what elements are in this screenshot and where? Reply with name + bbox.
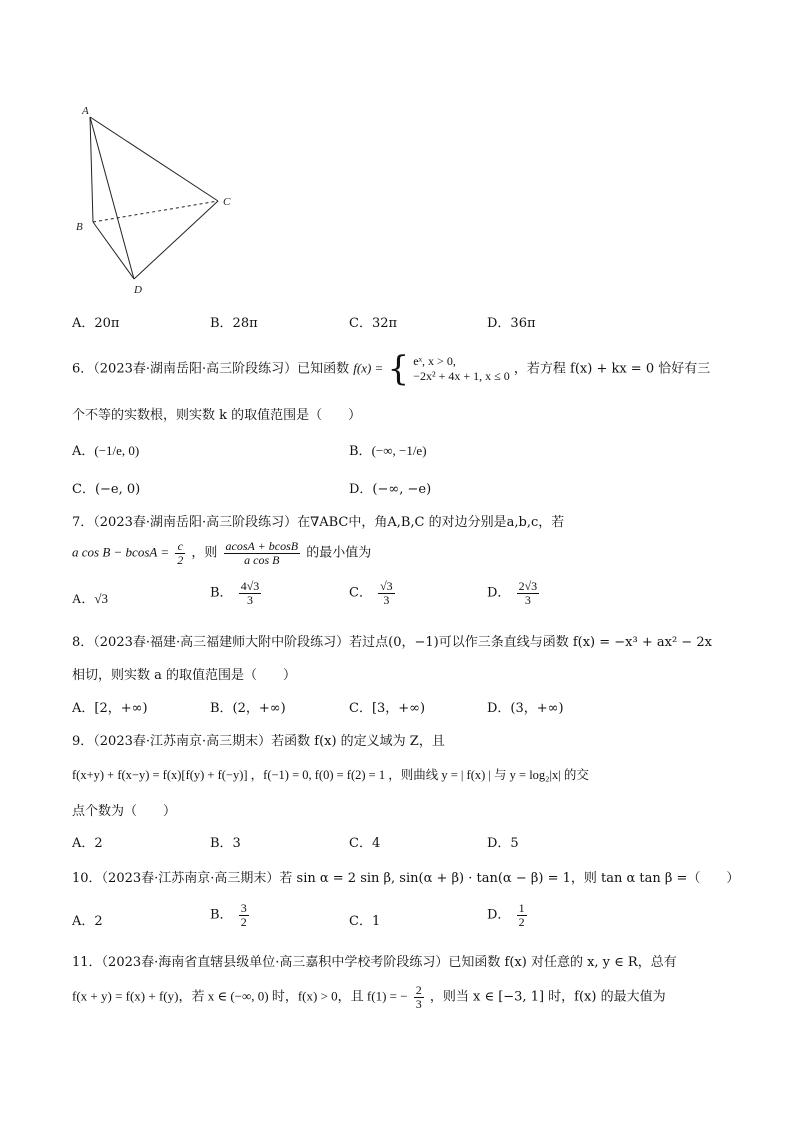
q10-option-a: A．2 — [72, 914, 103, 929]
q6-option-d: D．(−∞, −e) — [349, 482, 432, 497]
q11-tail: ，则当 x ∈ [−3, 1] 时，f(x) 的最大值为 — [429, 989, 666, 1005]
q7-option-d-label: D． — [487, 585, 511, 601]
q8-option-a: A．[2，+∞) — [72, 701, 148, 716]
tetrahedron-figure — [70, 100, 240, 300]
q8-stem-line2: 相切，则实数 a 的取值范围是（ ） — [72, 668, 297, 683]
q7-frac2 — [224, 540, 301, 566]
q6-suffix: ，若方程 f(x) + kx = 0 恰好有三 — [513, 361, 711, 377]
q11-frac-den: 3 — [415, 996, 422, 1011]
q6-func: f(x) = — [353, 360, 384, 376]
q6-option-c: C．(−e, 0) — [72, 482, 141, 497]
q10-option-d-den: 2 — [518, 914, 525, 929]
q10-option-c: C．1 — [349, 914, 381, 929]
q10-option-b-den: 2 — [240, 914, 247, 929]
q10-option-d-label: D． — [487, 907, 511, 923]
q6-case1: eˣ, x > 0, — [413, 354, 456, 368]
q7-frac2-num: acosA + bcosB — [225, 539, 299, 553]
q10-option-b-label: B． — [210, 907, 233, 923]
q7-option-b-num: 4√3 — [240, 579, 260, 593]
q10-option-d-num: 1 — [518, 901, 525, 915]
q11-stem-line1: 11．（2023春·海南省直辖县级单位·高三嘉积中学校考阶段练习）已知函数 f(x) 对任意的 x, y ∈ R，总有 — [72, 955, 677, 970]
q7-option-d-num: 2√3 — [518, 579, 538, 593]
edge-bd — [93, 222, 134, 279]
q6-stem-line2: 个不等的实数根，则实数 k 的取值范围是（ ） — [72, 408, 362, 423]
q5-option-d: D．36π — [487, 316, 536, 331]
q5-option-b: B．28π — [210, 316, 258, 331]
q7-option-d — [487, 580, 541, 606]
q11-stem-line2 — [72, 984, 666, 1010]
q8-option-b: B．(2，+∞) — [210, 701, 286, 716]
q7-tail: 的最小值为 — [306, 545, 372, 561]
q10-option-b-num: 3 — [240, 901, 247, 915]
q9-option-a: A．2 — [72, 836, 103, 851]
q6-prefix: 6．（2023春·湖南岳阳·高三阶段练习）已知函数 — [72, 361, 350, 377]
q9-option-c: C．4 — [349, 836, 381, 851]
q10-option-b-frac — [239, 902, 249, 928]
q10-stem: 10．（2023春·江苏南京·高三期末）若 sin α = 2 sin β, sin(α + β) · tan(α − β) = 1，则 tan α tan β =（ ） — [72, 871, 740, 886]
q6-option-a-value: (−1/e, 0) — [94, 443, 140, 458]
q10-option-b — [210, 902, 251, 928]
q10-option-d-frac — [517, 902, 527, 928]
q9-stem-line3: 点个数为（ ） — [72, 804, 177, 819]
q7-expr-left: a cos B − bcosA = — [72, 544, 170, 560]
q7-option-a: A．√3 — [72, 591, 109, 606]
q9-stem-line2: f(x+y) + f(x−y) = f(x)[f(y) + f(−y)] ，f(−1) = 0, f(0) = f(2) = 1 ，则曲线 y = | f(x) | 与 y = log₂|x| 的交 — [72, 768, 589, 782]
edge-ab — [90, 117, 93, 222]
vertex-label-c: C — [223, 196, 231, 208]
vertex-label-a: A — [82, 105, 89, 117]
q9-option-d: D．5 — [487, 836, 519, 851]
q11-frac-num: 2 — [415, 983, 422, 997]
q7-stem-line2 — [72, 540, 371, 566]
q6-case2: −2x² + 4x + 1, x ≤ 0 — [413, 369, 510, 383]
q6-option-b-value: (−∞, −1/e) — [371, 443, 427, 458]
q9-option-b: B．3 — [210, 836, 241, 851]
q9-stem-line1: 9．（2023春·江苏南京·高三期末）若函数 f(x) 的定义域为 Z，且 — [72, 734, 445, 749]
vertex-label-d: D — [134, 284, 142, 296]
q7-option-d-den: 3 — [524, 592, 531, 607]
q7-frac2-den: a cos B — [244, 552, 280, 567]
q6-option-a — [72, 440, 139, 459]
q7-option-b-den: 3 — [247, 592, 253, 607]
q7-option-c-label: C． — [349, 585, 372, 601]
q7-option-b — [210, 580, 263, 606]
q7-frac1 — [175, 540, 185, 566]
q7-option-b-label: B． — [210, 585, 233, 601]
q8-option-d: D．(3，+∞) — [487, 701, 564, 716]
q8-option-c: C．[3，+∞) — [349, 701, 426, 716]
q7-option-c — [349, 580, 397, 606]
vertex-label-b: B — [76, 221, 83, 233]
q7-option-d-frac — [517, 580, 540, 606]
q7-option-c-frac — [378, 580, 395, 606]
q6-cases — [413, 354, 510, 384]
q7-frac1-den: 2 — [177, 552, 184, 567]
q11-frac — [414, 984, 424, 1010]
q5-option-c: C．32π — [349, 316, 398, 331]
q7-stem-line1: 7．（2023春·湖南岳阳·高三阶段练习）在∇ABC中，角A,B,C 的对边分别是a,b,c，若 — [72, 515, 565, 530]
q7-then: ，则 — [191, 545, 218, 561]
q10-option-d — [487, 902, 529, 928]
q6-option-b — [349, 440, 427, 459]
q6-option-b-label: B． — [349, 444, 372, 459]
q6-brace: { — [387, 349, 410, 389]
q6-stem-line1 — [72, 349, 711, 389]
q6-option-a-label: A． — [72, 444, 95, 459]
q8-stem-line1: 8．（2023春·福建·高三福建师大附中阶段练习）若过点(0，−1)可以作三条直线与函数 f(x) = −x³ + ax² − 2x — [72, 635, 712, 650]
q7-frac1-num: c — [175, 540, 185, 554]
q11-expr: f(x + y) = f(x) + f(y)，若 x ∈ (−∞, 0) 时，f(x) > 0，且 f(1) = − — [72, 988, 408, 1004]
q7-option-c-den: 3 — [383, 592, 390, 607]
q5-option-a: A．20π — [72, 316, 120, 331]
q7-option-b-frac — [239, 580, 262, 606]
q7-option-c-num: √3 — [380, 579, 393, 593]
